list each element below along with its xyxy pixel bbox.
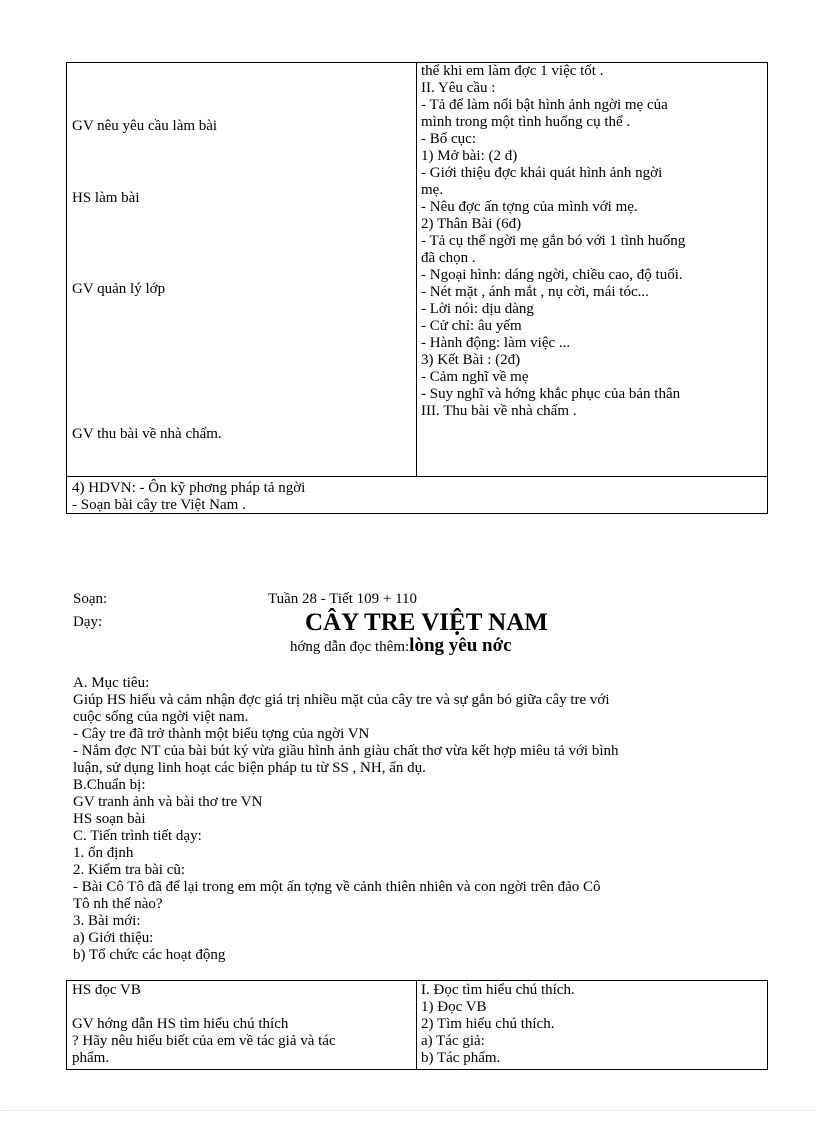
table-right-line: - Ngoại hình: dáng ngời, chiều cao, độ tuổi. (421, 267, 683, 283)
table-right-line: - Cảm nghĩ về mẹ (421, 369, 529, 385)
page-bottom-rule (0, 1110, 816, 1111)
table-right-line: - Tả cụ thể ngời mẹ gắn bó với 1 tình huống (421, 233, 686, 249)
homework-line: - Soạn bài cây tre Việt Nam . (72, 497, 246, 513)
soan-label: Soạn: (73, 591, 108, 607)
body-line: 3. Bài mới: (73, 913, 141, 929)
body-line: B.Chuẩn bị: (73, 777, 146, 793)
homework-line: 4) HDVN: - Ôn kỹ phơng pháp tả ngời (72, 480, 306, 496)
table-left-cell: GV quản lý lớp (72, 281, 166, 297)
table-right-line: - Lời nói: dịu dàng (421, 301, 534, 317)
table-right-line: II. Yêu cầu : (421, 80, 496, 96)
table-right-line: - Cử chỉ: âu yếm (421, 318, 522, 334)
table-column-divider (416, 62, 417, 477)
table-bottom-edge (66, 1069, 768, 1070)
table2-right-line: a) Tác giả: (421, 1033, 485, 1049)
table-right-line: - Tả để làm nổi bật hình ảnh ngời mẹ của (421, 97, 668, 113)
lesson-body (73, 675, 619, 964)
table2-left-line (72, 999, 336, 1016)
table-right-line: 3) Kết Bài : (2đ) (421, 352, 521, 368)
table-right-line: - Nét mặt , ánh mắt , nụ cời, mái tóc... (421, 284, 649, 300)
table-left-cell: HS làm bài (72, 190, 140, 206)
table-right-line: - Bố cục: (421, 131, 476, 147)
body-line: Tô nh thế nào? (73, 896, 163, 912)
body-line: cuộc sống của ngời việt nam. (73, 709, 249, 725)
body-line: HS soạn bài (73, 811, 146, 827)
body-line: C. Tiến trình tiết dạy: (73, 828, 202, 844)
table2-right-line: 2) Tìm hiểu chú thích. (421, 1016, 555, 1032)
table2-right-line: 1) Đọc VB (421, 999, 487, 1015)
table2-right-cell (421, 982, 575, 1067)
subtitle-prefix: hớng dẫn đọc thêm: (290, 639, 410, 655)
body-line: GV tranh ảnh và bài thơ tre VN (73, 794, 263, 810)
table-right-line: 2) Thân Bài (6đ) (421, 216, 522, 232)
table2-left-line: ? Hãy nêu hiểu biết của em về tác giả và tác (72, 1033, 336, 1049)
table-right-line: mình trong một tình huống cụ thể . (421, 114, 631, 130)
body-line: - Cây tre đã trở thành một biểu tợng của ngời VN (73, 726, 370, 742)
table2-left-line: GV hớng dẫn HS tìm hiểu chú thích (72, 1016, 289, 1032)
body-line: - Bài Cô Tô đã để lại trong em một ấn tợng về cảnh thiên nhiên và con ngời trên đảo Cô (73, 879, 601, 895)
table-right-line: - Nêu đợc ấn tợng của mình với mẹ. (421, 199, 638, 215)
body-line: 2. Kiểm tra bài cũ: (73, 862, 186, 878)
subtitle-main: lòng yêu nớc (409, 635, 512, 656)
table-right-line: - Suy nghĩ và hớng khắc phục của bản thân (421, 386, 681, 402)
table-left-cell: GV thu bài về nhà chấm. (72, 426, 222, 442)
table2-left-line: HS đọc VB (72, 982, 141, 998)
body-line: 1. ổn định (73, 845, 134, 861)
body-line: A. Mục tiêu: (73, 675, 150, 691)
table2-left-line: phẩm. (72, 1050, 110, 1066)
page-title: CÂY TRE VIỆT NAM (305, 609, 548, 636)
day-label: Dạy: (73, 614, 103, 630)
body-line: - Nắm đợc NT của bài bút ký vừa giầu hình ảnh giàu chất thơ vừa kết hợp miêu tả với bình (73, 743, 619, 759)
table2-right-line: b) Tác phẩm. (421, 1050, 501, 1066)
table-row-divider (66, 476, 768, 477)
table-right-line: - Hành động: làm việc ... (421, 335, 571, 351)
body-line: a) Giới thiệu: (73, 930, 154, 946)
table-left-cell: GV nêu yêu cầu làm bài (72, 118, 218, 134)
table-right-line: thể khi em làm đợc 1 việc tốt . (421, 63, 604, 79)
table-right-cell (421, 63, 685, 420)
body-line: b) Tổ chức các hoạt động (73, 947, 226, 963)
table-column-divider (416, 980, 417, 1070)
page-subtitle (290, 635, 512, 658)
table-right-line: III. Thu bài về nhà chấm . (421, 403, 577, 419)
table-right-line: đã chọn . (421, 250, 476, 266)
table2-left-cell (72, 982, 336, 1067)
table2-right-line: I. Đọc tìm hiểu chú thích. (421, 982, 575, 998)
table-right-line: mẹ. (421, 182, 444, 198)
body-line: luận, sử dụng linh hoạt các biện pháp tu từ SS , NH, ẩn dụ. (73, 760, 426, 776)
table-right-line: 1) Mở bài: (2 đ) (421, 148, 518, 164)
week-lesson: Tuần 28 - Tiết 109 + 110 (268, 591, 418, 607)
body-line: Giúp HS hiểu và cảm nhận đợc giá trị nhiều mặt của cây tre và sự gắn bó giữa cây tre với (73, 692, 610, 708)
table-right-line: - Giới thiệu đợc khái quát hình ảnh ngời (421, 165, 663, 181)
